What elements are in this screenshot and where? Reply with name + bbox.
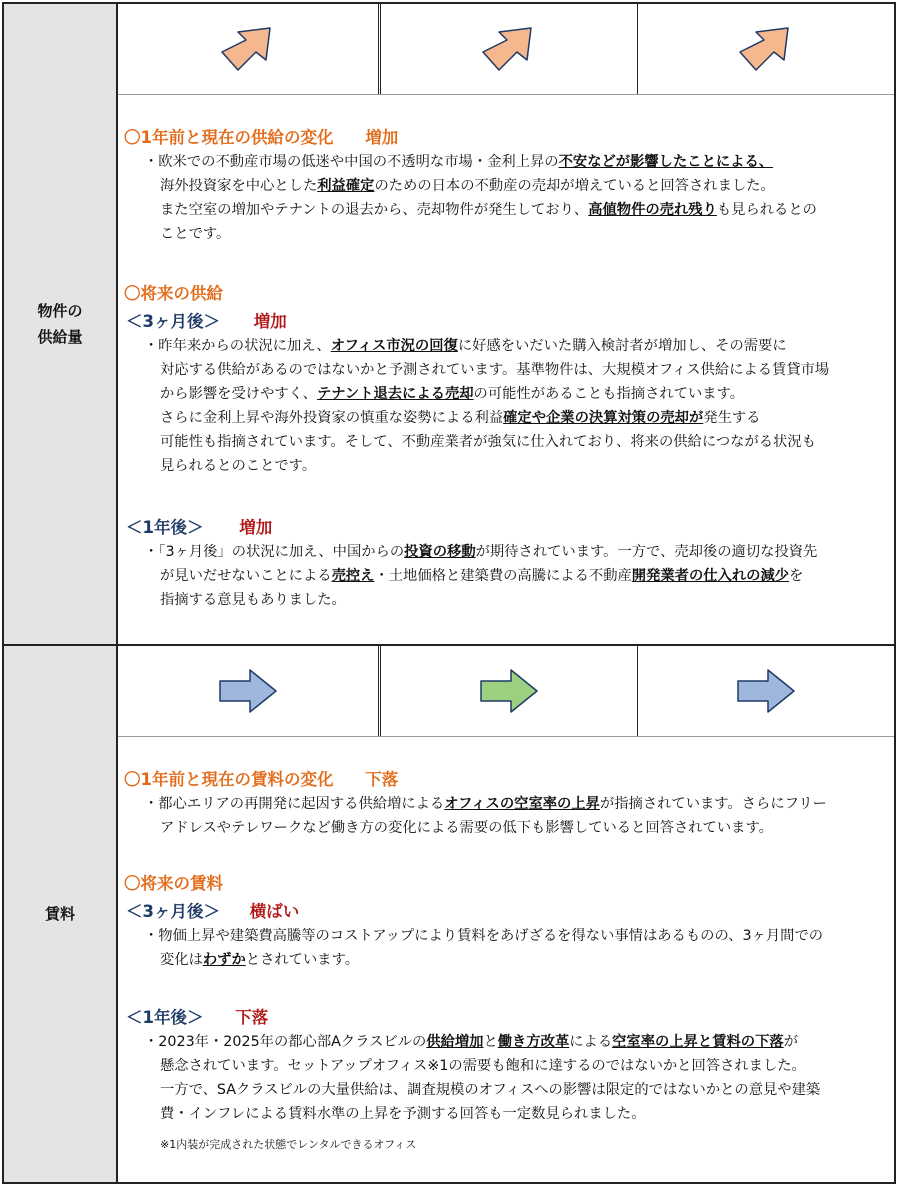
rent-arrow-row (118, 646, 894, 737)
supply-current-value: 増加 (365, 128, 399, 147)
rent-1year-heading: ＜1年後＞ 下落 (126, 1008, 269, 1027)
right-arrow-icon (736, 668, 796, 714)
paragraph-line: また空室の増加やテナントの退去から、売却物件が発生しており、高値物件の売れ残りも見られるとの (160, 202, 817, 218)
row-label-rent: 賃料 (4, 646, 118, 1182)
supply-3month-value: 増加 (253, 312, 287, 331)
supply-1year-value: 増加 (239, 518, 273, 537)
supply-content (118, 94, 894, 644)
supply-arrow-row (118, 4, 894, 95)
paragraph-line: 懸念されています。セットアップオフィス※1の需要も飽和に達するのではないかと回答されました。 (160, 1058, 806, 1074)
up-right-arrow-icon (481, 24, 537, 74)
row-label-supply-line2: 供給量 (37, 328, 83, 346)
paragraph-line: 見られるとのことです。 (160, 458, 317, 474)
paragraph-line: ・昨年来からの状況に加え、オフィス市況の回復に好感をいだいた購入検討者が増加し、その需要に (144, 338, 787, 354)
report-table (2, 2, 896, 1184)
paragraph-line: さらに金利上昇や海外投資家の慎重な姿勢による利益確定や企業の決算対策の売却が発生する (160, 410, 761, 426)
paragraph-line: 変化はわずかとされています。 (160, 952, 360, 968)
supply-3month-heading: ＜3ヶ月後＞ 増加 (126, 312, 287, 331)
paragraph-line: 費・インフレによる賃料水準の上昇を予測する回答も一定数見られました。 (160, 1106, 646, 1122)
rent-future-heading: 〇将来の賃料 (124, 874, 223, 893)
supply-arrow-cell-2 (381, 4, 637, 94)
right-arrow-icon (218, 668, 278, 714)
paragraph-line: ・都心エリアの再開発に起因する供給増によるオフィスの空室率の上昇が指摘されています。さらにフリー (144, 796, 827, 812)
paragraph-line: ・「3ヶ月後」の状況に加え、中国からの投資の移動が期待されています。一方で、売却後の適切な投資先 (144, 544, 818, 560)
footnote: ※1内装が完成された状態でレンタルできるオフィス (160, 1138, 417, 1151)
rent-arrow-cell-3 (638, 646, 894, 736)
rent-3month-heading: ＜3ヶ月後＞ 横ばい (126, 902, 300, 921)
rent-current-value: 下落 (365, 770, 399, 789)
supply-1year-heading: ＜1年後＞ 増加 (126, 518, 273, 537)
paragraph-line: ・欧米での不動産市場の低迷や中国の不透明な市場・金利上昇の不安などが影響したことによる、 (144, 154, 774, 170)
supply-arrow-cell-1 (118, 4, 378, 94)
row-label-supply (4, 4, 118, 644)
paragraph-line: アドレスやテレワークなど働き方の変化による需要の低下も影響していると回答されています。 (160, 820, 773, 836)
paragraph-line: 一方で、SAクラスビルの大量供給は、調査規模のオフィスへの影響は限定的ではないかとの意見や建築 (160, 1082, 821, 1098)
paragraph-line: ・物価上昇や建築費高騰等のコストアップにより賃料をあげざるを得ない事情はあるものの、3ヶ月間での (144, 928, 824, 944)
paragraph-line: が見いだせないことによる売控え・土地価格と建築費の高騰による不動産開発業者の仕入れの減少を (160, 568, 804, 584)
rent-arrow-cell-1 (118, 646, 378, 736)
paragraph-line: ことです。 (160, 226, 231, 242)
rent-current-heading: 〇1年前と現在の賃料の変化 下落 (124, 770, 399, 789)
right-arrow-icon (479, 668, 539, 714)
paragraph-line: 対応する供給があるのではないかと予測されています。基準物件は、大規模オフィス供給による賃貸市場 (160, 362, 830, 378)
rent-arrow-cell-2 (381, 646, 637, 736)
supply-arrow-cell-3 (638, 4, 894, 94)
up-right-arrow-icon (738, 24, 794, 74)
up-right-arrow-icon (220, 24, 276, 74)
paragraph-line: 可能性も指摘されています。そして、不動産業者が強気に仕入れており、将来の供給につながる状況も (160, 434, 816, 450)
row-label-supply-line1: 物件の (37, 302, 83, 320)
supply-future-heading: 〇将来の供給 (124, 284, 223, 303)
paragraph-line: から影響を受けやすく、テナント退去による売却の可能性があることも指摘されています。 (160, 386, 745, 402)
paragraph-line: 海外投資家を中心とした利益確定のための日本の不動産の売却が増えていると回答されました。 (160, 178, 775, 194)
supply-current-heading: 〇1年前と現在の供給の変化 増加 (124, 128, 399, 147)
paragraph-line: 指摘する意見もありました。 (160, 592, 346, 608)
rent-1year-value: 下落 (235, 1008, 269, 1027)
rent-content (118, 736, 894, 1182)
rent-3month-value: 横ばい (249, 902, 300, 921)
paragraph-line: ・2023年・2025年の都心部Aクラスビルの供給増加と働き方改革による空室率の上昇と賃料の下落が (144, 1034, 798, 1050)
